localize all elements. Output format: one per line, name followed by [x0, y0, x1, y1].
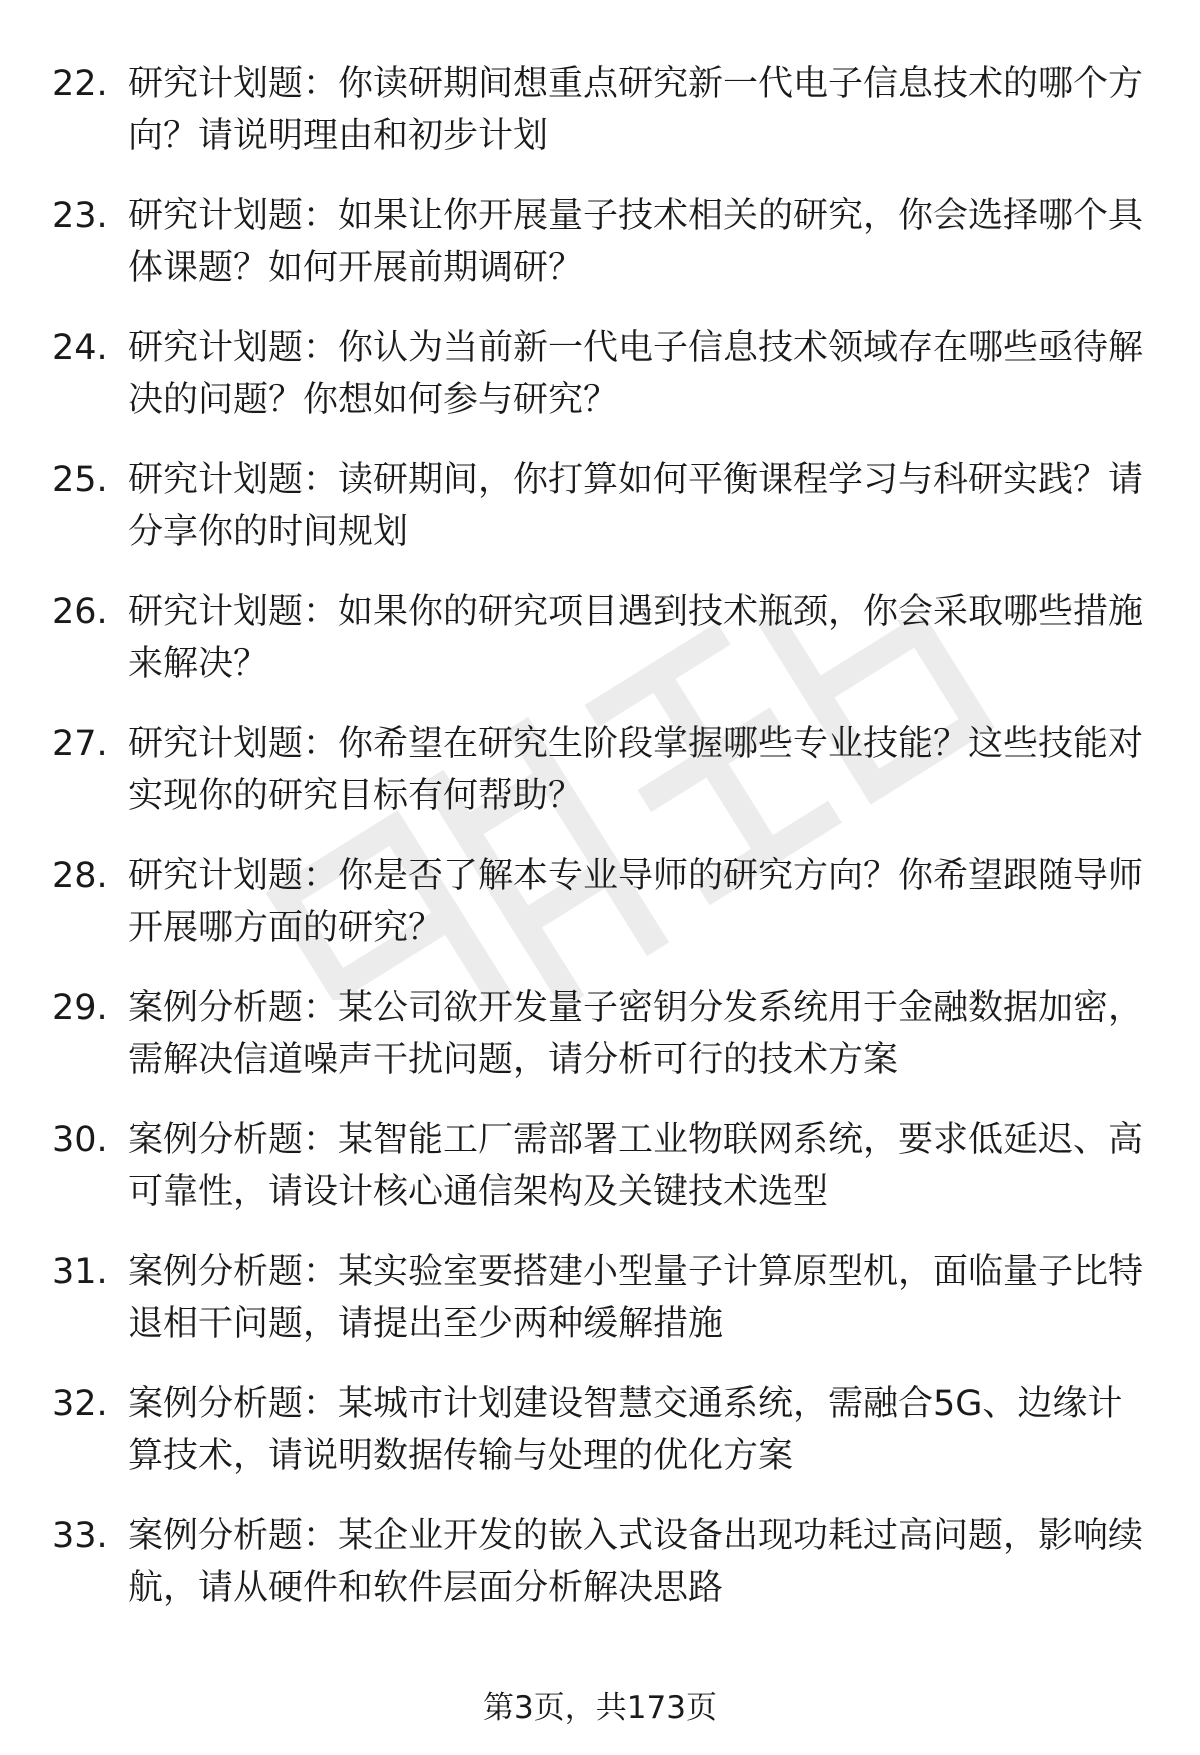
question-item — [52, 586, 1152, 718]
question-number: 26. — [52, 592, 108, 632]
question-text: 案例分析题：某公司欲开发量子密钥分发系统用于金融数据加密，需解决信道噪声干扰问题，请分析可行的技术方案 — [128, 988, 1144, 1080]
question-text: 研究计划题：你是否了解本专业导师的研究方向？你希望跟随导师开展哪方面的研究？ — [128, 856, 1144, 948]
question-text: 研究计划题：读研期间，你打算如何平衡课程学习与科研实践？请分享你的时间规划 — [128, 460, 1144, 552]
question-number: 30. — [52, 1120, 108, 1160]
question-text: 研究计划题：你读研期间想重点研究新一代电子信息技术的哪个方向？请说明理由和初步计划 — [128, 64, 1144, 156]
question-item — [52, 1246, 1152, 1378]
question-item — [52, 718, 1152, 850]
question-text: 案例分析题：某企业开发的嵌入式设备出现功耗过高问题，影响续航，请从硬件和软件层面分析解决思路 — [128, 1516, 1144, 1608]
page-number-footer: 第3页，共173页 — [483, 1690, 717, 1726]
question-number: 32. — [52, 1384, 108, 1424]
question-text: 研究计划题：你希望在研究生阶段掌握哪些专业技能？这些技能对实现你的研究目标有何帮助？ — [128, 724, 1144, 816]
question-text: 案例分析题：某城市计划建设智慧交通系统，需融合5G、边缘计算技术，请说明数据传输与处理的优化方案 — [128, 1384, 1123, 1476]
question-text: 研究计划题：你认为当前新一代电子信息技术领域存在哪些亟待解决的问题？你想如何参与研究？ — [128, 328, 1144, 420]
question-item — [52, 454, 1152, 586]
question-item — [52, 982, 1152, 1114]
question-number: 23. — [52, 196, 108, 236]
question-number: 31. — [52, 1252, 108, 1292]
question-number: 22. — [52, 64, 108, 104]
question-item — [52, 1510, 1152, 1642]
question-number: 24. — [52, 328, 108, 368]
question-item — [52, 190, 1152, 322]
question-item — [52, 1114, 1152, 1246]
question-item — [52, 322, 1152, 454]
question-item — [52, 1378, 1152, 1510]
question-text: 案例分析题：某实验室要搭建小型量子计算原型机，面临量子比特退相干问题，请提出至少两种缓解措施 — [128, 1252, 1144, 1344]
question-text: 研究计划题：如果你的研究项目遇到技术瓶颈，你会采取哪些措施来解决？ — [128, 592, 1144, 684]
question-number: 25. — [52, 460, 108, 500]
question-item — [52, 58, 1152, 190]
question-number: 28. — [52, 856, 108, 896]
question-list — [52, 58, 1152, 1642]
question-text: 研究计划题：如果让你开展量子技术相关的研究，你会选择哪个具体课题？如何开展前期调研？ — [128, 196, 1144, 288]
question-number: 27. — [52, 724, 108, 764]
question-item — [52, 850, 1152, 982]
question-number: 33. — [52, 1516, 108, 1556]
question-number: 29. — [52, 988, 108, 1028]
question-text: 案例分析题：某智能工厂需部署工业物联网系统，要求低延迟、高可靠性，请设计核心通信架构及关键技术选型 — [128, 1120, 1144, 1212]
